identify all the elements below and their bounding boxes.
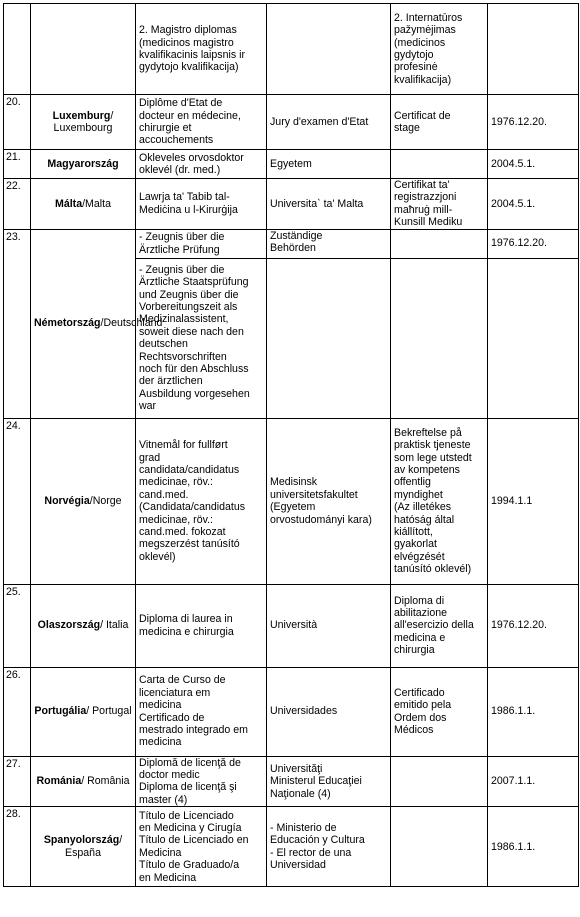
diploma-line: (medicinos magistro (139, 36, 234, 49)
country-cell (31, 756, 136, 807)
certificate-line: Ċertifikat ta' (394, 179, 450, 191)
awarding-body-cell (267, 229, 391, 258)
country-name: Románia (36, 775, 82, 788)
certificate-line: chirurgia (394, 644, 435, 657)
certificate-line: (Az illetékes (394, 501, 452, 514)
row-number (4, 179, 31, 230)
row-number-text: 20. (6, 96, 21, 108)
diploma-line: chirurgie et (139, 122, 192, 134)
diploma-line: cand.med. (139, 488, 189, 501)
country-local-name: / Portugal (86, 705, 132, 718)
certificate-line: av kompetens (394, 463, 460, 476)
diploma-line: war (139, 400, 157, 413)
row-number-text: 22. (6, 180, 21, 192)
country-name: Spanyolország (43, 834, 120, 847)
diploma-table (3, 3, 579, 887)
reference-date-text: 1976.12.20. (491, 619, 547, 632)
certificate-cell (391, 807, 488, 887)
certificate-line: elvégzését (394, 550, 445, 563)
row-number (4, 807, 31, 887)
country-local-name: / España (65, 834, 123, 859)
reference-date-text: 1976.12.20. (491, 115, 547, 128)
diploma-line: Ärztliche Staatsprüfung (139, 276, 249, 289)
country-cell (31, 584, 136, 667)
diploma-line: master (4) (139, 793, 188, 806)
row-number (4, 229, 31, 418)
country-cell (31, 179, 136, 230)
certificate-line: all'esercizio della (394, 619, 474, 632)
country-name: Luxemburg (52, 109, 111, 122)
diploma-line: cand.med. fokozat (139, 525, 226, 538)
awarding-body-line: Università (270, 619, 318, 632)
row-number-text: 23. (6, 230, 21, 243)
certificate-cell (391, 95, 488, 150)
diploma-line: medicinae, röv.: (139, 476, 213, 489)
diploma-line: soweit diese nach den (139, 325, 244, 338)
diploma-line: Título de Licenciado en (139, 834, 249, 847)
row-number (4, 4, 31, 95)
awarding-body-cell (267, 179, 391, 230)
awarding-body-line: Universidades (270, 705, 338, 718)
row-number (4, 150, 31, 179)
row-number-text: 26. (6, 668, 21, 681)
diploma-cell (136, 4, 267, 95)
reference-date (488, 667, 579, 756)
certificate-line: stage (394, 122, 420, 134)
table-row (4, 179, 579, 230)
awarding-body-cell (267, 418, 391, 584)
certificate-line: abilitazione (394, 607, 448, 620)
diploma-line: medicinae, röv.: (139, 513, 213, 526)
awarding-body-line: Universita` ta' Malta (270, 197, 364, 210)
diploma-line: oklevél) (139, 550, 176, 563)
diploma-line: Ausbildung vorgesehen (139, 387, 250, 400)
awarding-body-cell (267, 807, 391, 887)
awarding-body-line: Medisinsk (270, 476, 318, 489)
table-row (4, 584, 579, 667)
certificate-cell (391, 418, 488, 584)
diploma-line: licenciatura em (139, 686, 211, 699)
diploma-line: en Medicina y Cirugía (139, 821, 242, 834)
certificate-line: Certificat de (394, 109, 451, 122)
certificate-line: tanúsító oklevél) (394, 563, 472, 576)
awarding-body-cell (267, 4, 391, 95)
diploma-cell (136, 229, 267, 258)
row-number (4, 667, 31, 756)
certificate-line: hatóság által (394, 513, 455, 526)
row-number-text: 27. (6, 757, 21, 770)
certificate-cell (391, 258, 488, 418)
diploma-line: Diplôme d'Etat de (139, 97, 223, 110)
country-cell (31, 667, 136, 756)
certificate-line: medicina e (394, 631, 446, 644)
diploma-line: Medizinalassistent, (139, 313, 229, 326)
diploma-cell (136, 667, 267, 756)
diploma-line: Rechtsvorschriften (139, 350, 227, 363)
awarding-body-line: Ministerul Educaţiei (270, 775, 362, 788)
certificate-line: profesinė (394, 61, 438, 74)
diploma-cell (136, 756, 267, 807)
diploma-line: Okleveles orvosdoktor (139, 151, 244, 164)
certificate-line: offentlig (394, 476, 431, 489)
certificate-line: pažymėjimas (394, 24, 456, 37)
awarding-body-line: (Egyetem (270, 501, 316, 514)
country-local-name: / Luxembourg (53, 109, 114, 134)
awarding-body-line: orvostudományi kara) (270, 513, 372, 526)
certificate-line: Bekreftelse på (394, 426, 462, 439)
row-number (4, 95, 31, 150)
country-local-name: /Norge (89, 494, 122, 507)
certificate-cell (391, 756, 488, 807)
diploma-line: Título de Licenciado (139, 809, 234, 822)
certificate-line: gydytojo (394, 49, 434, 61)
diploma-cell (136, 258, 267, 418)
awarding-body-line: - El rector de una (270, 846, 352, 859)
reference-date-text: 1976.12.20. (491, 237, 547, 250)
awarding-body-line: Naţionale (4) (270, 787, 331, 800)
diploma-line: und Zeugnis über die (139, 288, 239, 301)
certificate-line: Médicos (394, 724, 434, 737)
row-number-text: 25. (6, 585, 21, 598)
diploma-line: accouchements (139, 134, 214, 147)
diploma-line: Lawrja ta' Tabib tal- (139, 191, 230, 204)
country-local-name: /Malta (82, 197, 111, 210)
country-local-name: / Italia (100, 619, 129, 632)
row-number (4, 584, 31, 667)
reference-date (488, 807, 579, 887)
certificate-line: 2. Internatūros (394, 11, 463, 24)
awarding-body-line: Egyetem (270, 157, 312, 170)
country-name: Németország (34, 317, 101, 330)
diploma-line: Medicina (139, 846, 182, 859)
diploma-line: Diploma de licenţă şi (139, 781, 237, 794)
certificate-cell (391, 179, 488, 230)
awarding-body-cell (267, 258, 391, 418)
diploma-line: Carta de Curso de (139, 674, 226, 687)
country-name: Norvégia (44, 494, 90, 507)
awarding-body-cell (267, 584, 391, 667)
row-number (4, 418, 31, 584)
diploma-line: (Candidata/candidatus (139, 501, 246, 514)
diploma-cell (136, 418, 267, 584)
reference-date-text: 2004.5.1. (491, 157, 536, 170)
awarding-body-cell (267, 150, 391, 179)
reference-date-text: 1994.1.1 (491, 494, 533, 507)
awarding-body-line: Educación y Cultura (270, 834, 365, 847)
country-local-name: /Deutschland (100, 317, 163, 330)
diploma-cell (136, 150, 267, 179)
table-row (4, 4, 579, 95)
diploma-line: Vorbereitungszeit als (139, 300, 238, 313)
table-row (4, 807, 579, 887)
certificate-line: kiállított, (394, 525, 433, 538)
country-name: Portugália (34, 705, 87, 718)
reference-date (488, 418, 579, 584)
awarding-body-line: Universităţi (270, 762, 323, 775)
country-name: Málta (55, 197, 83, 210)
diploma-line: der ärztlichen (139, 375, 203, 388)
reference-date (488, 756, 579, 807)
diploma-cell (136, 179, 267, 230)
diploma-line: medicina e chirurgia (139, 625, 234, 638)
certificate-line: myndighet (394, 488, 443, 501)
certificate-line: Kunsill Mediku (394, 216, 463, 229)
diploma-line: Mediċina u l-Kirurġija (139, 203, 238, 216)
diploma-line: Vitnemål for fullført (139, 439, 228, 452)
diploma-line: candidata/candidatus (139, 463, 240, 476)
diploma-line: mestrado integrado em (139, 724, 248, 737)
certificate-line: praktisk tjeneste (394, 439, 471, 452)
awarding-body-line: Behörden (270, 242, 316, 255)
certificate-line: gyakorlat (394, 538, 437, 551)
certificate-line: som lege utstedt (394, 451, 472, 464)
certificate-line: emitido pela (394, 699, 452, 712)
certificate-line: registrazzjoni (394, 191, 457, 204)
table-row (4, 756, 579, 807)
diploma-line: deutschen (139, 338, 188, 351)
reference-date (488, 4, 579, 95)
diploma-cell (136, 807, 267, 887)
row-number-text: 24. (6, 419, 21, 432)
country-name: Magyarország (47, 157, 119, 170)
table-row (4, 418, 579, 584)
certificate-cell (391, 667, 488, 756)
diploma-line: oklevél (dr. med.) (139, 164, 221, 176)
awarding-body-cell (267, 756, 391, 807)
diploma-line: - Zeugnis über die (139, 231, 225, 244)
certificate-cell (391, 229, 488, 258)
table-row (4, 95, 579, 150)
row-number-text: 28. (6, 808, 21, 821)
awarding-body-line: universitetsfakultet (270, 488, 358, 501)
country-cell (31, 150, 136, 179)
diploma-line: kvalifikacinis laipsnis ir (139, 49, 245, 61)
reference-date-text: 1986.1.1. (491, 705, 536, 718)
diploma-cell (136, 584, 267, 667)
reference-date (488, 258, 579, 418)
diploma-cell (136, 95, 267, 150)
diploma-line: Ärztliche Prüfung (139, 243, 220, 256)
diploma-line: Certificado de (139, 711, 205, 724)
awarding-body-cell (267, 667, 391, 756)
reference-date-text: 2004.5.1. (491, 197, 536, 210)
certificate-line: Ordem dos (394, 711, 447, 724)
diploma-line: doctor medic (139, 769, 200, 782)
awarding-body-line: Zuständige (270, 229, 323, 242)
diploma-line: medicina (139, 736, 182, 749)
reference-date (488, 179, 579, 230)
certificate-cell (391, 584, 488, 667)
table-row (4, 667, 579, 756)
certificate-line: Diploma di (394, 594, 445, 607)
certificate-line: maħruġ mill- (394, 203, 453, 216)
certificate-line: (medicinos (394, 36, 446, 49)
row-number (4, 756, 31, 807)
awarding-body-line: Jury d'examen d'Etat (270, 115, 369, 128)
certificate-line: Certificado (394, 686, 445, 699)
reference-date (488, 150, 579, 179)
certificate-cell (391, 4, 488, 95)
table-row (4, 150, 579, 179)
table-row (4, 229, 579, 258)
row-number-text: 21. (6, 151, 21, 163)
reference-date (488, 95, 579, 150)
diploma-line: docteur en médecine, (139, 109, 241, 122)
diploma-line: - Zeugnis über die (139, 263, 225, 276)
country-cell (31, 807, 136, 887)
awarding-body-cell (267, 95, 391, 150)
diploma-line: Título de Graduado/a (139, 859, 240, 872)
reference-date-text: 2007.1.1. (491, 775, 536, 788)
awarding-body-line: Universidad (270, 859, 326, 872)
country-local-name: / România (81, 775, 130, 788)
diploma-line: megszerzést tanúsító (139, 538, 240, 551)
diploma-line: grad (139, 451, 161, 464)
country-cell (31, 95, 136, 150)
reference-date-text: 1986.1.1. (491, 840, 536, 853)
diploma-line: Diploma di laurea in (139, 613, 233, 626)
awarding-body-line: - Ministerio de (270, 821, 337, 834)
diploma-line: 2. Magistro diplomas (139, 24, 237, 37)
diploma-line: gydytojo kvalifikacija) (139, 61, 239, 74)
reference-date (488, 584, 579, 667)
diploma-line: Diplomă de licenţă de (139, 756, 241, 769)
certificate-cell (391, 150, 488, 179)
country-cell (31, 418, 136, 584)
diploma-line: noch für den Abschluss (139, 362, 249, 375)
diploma-line: medicina (139, 699, 182, 712)
country-name: Olaszország (37, 619, 101, 632)
diploma-line: en Medicina (139, 871, 197, 884)
reference-date (488, 229, 579, 258)
country-cell (31, 4, 136, 95)
certificate-line: kvalifikacija) (394, 73, 452, 86)
